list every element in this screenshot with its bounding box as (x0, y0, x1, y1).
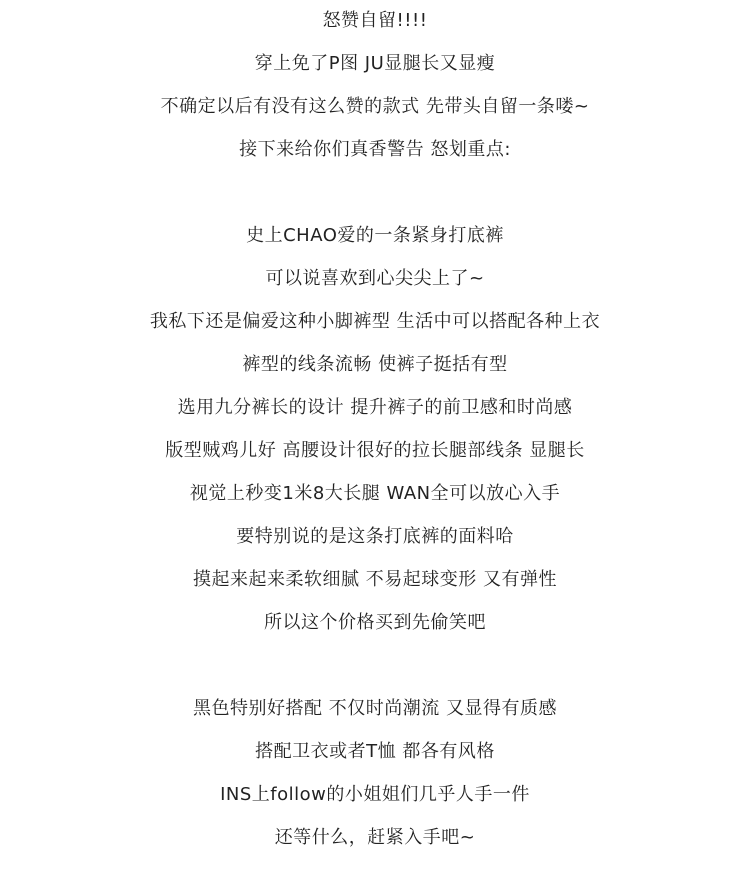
text-line: 所以这个价格买到先偷笑吧 (264, 612, 486, 633)
text-line: 视觉上秒变1米8大长腿 WAN全可以放心入手 (189, 483, 561, 504)
text-line: 还等什么，赶紧入手吧~ (274, 827, 476, 848)
text-line: 要特别说的是这条打底裤的面料哈 (236, 526, 514, 547)
text-line: 版型贼鸡儿好 高腰设计很好的拉长腿部线条 显腿长 (165, 440, 585, 461)
text-line: INS上follow的小姐姐们几乎人手一件 (220, 784, 530, 805)
text-line: 穿上免了P图 JU显腿长又显瘦 (254, 53, 496, 74)
text-line: 搭配卫衣或者T恤 都各有风格 (255, 741, 495, 762)
text-line: 史上CHAO爱的一条紧身打底裤 (246, 225, 504, 246)
text-line: 接下来给你们真香警告 怒划重点: (239, 139, 511, 160)
text-line: 不确定以后有没有这么赞的款式 先带头自留一条喽~ (160, 96, 590, 117)
text-line: 摸起来起来柔软细腻 不易起球变形 又有弹性 (193, 569, 557, 590)
text-line: 裤型的线条流畅 使裤子挺括有型 (242, 354, 508, 375)
text-line: 我私下还是偏爱这种小脚裤型 生活中可以搭配各种上衣 (149, 311, 601, 332)
text-line: 可以说喜欢到心尖尖上了~ (265, 268, 485, 289)
text-line: 怒赞自留!!!! (322, 10, 428, 31)
text-line: 选用九分裤长的设计 提升裤子的前卫感和时尚感 (177, 397, 573, 418)
text-line: 黑色特别好搭配 不仅时尚潮流 又显得有质感 (193, 698, 557, 719)
